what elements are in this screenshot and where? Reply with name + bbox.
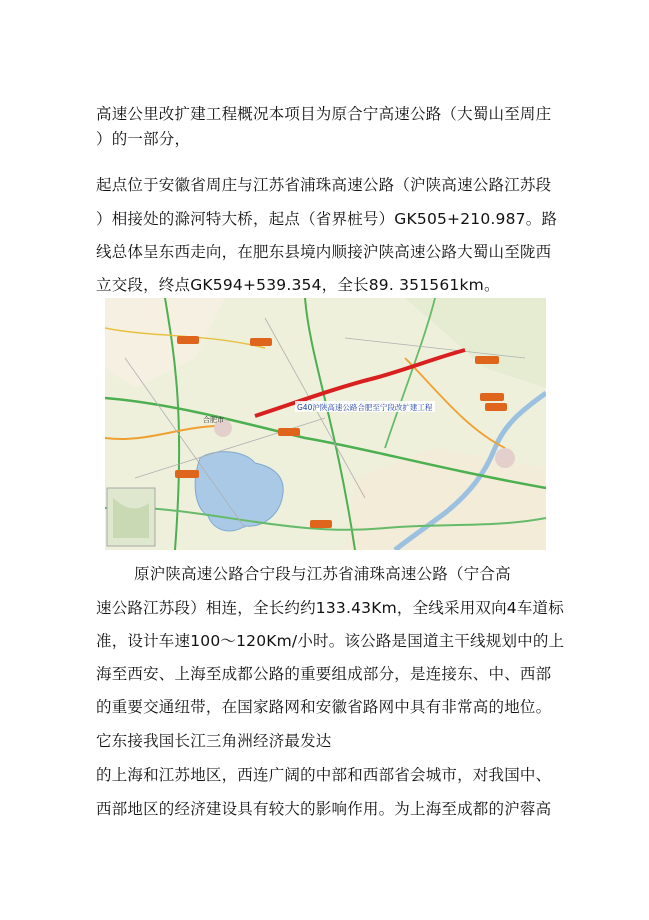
text-line: 的重要交通纽带，在国家路网和安徽省路网中具有非常高的地位。 [96, 698, 552, 716]
text-line: 的上海和江苏地区，西连广阔的中部和西部省会城市，对我国中、 [96, 766, 552, 784]
route-map [105, 298, 546, 550]
text-line: 速公路江苏段）相连，全长约约133.43Km，全线采用双向4车道标 [96, 599, 564, 617]
text-line: 高速公里改扩建工程概况本项目为原合宁高速公路（大蜀山至周庄 [96, 105, 552, 123]
map-label-hefei: 合肥市 [203, 416, 224, 424]
text-line: 起点位于安徽省周庄与江苏省浦珠高速公路（沪陕高速公路江苏段 [96, 176, 552, 194]
text-line: 准，设计车速100～120Km/小时。该公路是国道主干线规划中的上 [96, 632, 565, 650]
text-line: 它东接我国长江三角洲经济最发达 [96, 732, 332, 750]
map-banner-text: G40沪陕高速公路合肥至宁段改扩建工程 [297, 403, 433, 412]
text-line: 海至西安、上海至成都公路的重要组成部分，是连接东、中、西部 [96, 665, 552, 683]
text-line: 线总体呈东西走向，在肥东县境内顺接沪陕高速公路大蜀山至陇西 [96, 243, 552, 261]
text-line: ）相接处的滁河特大桥，起点（省界桩号）GK505+210.987。路 [96, 210, 558, 228]
text-line: 立交段，终点GK594+539.354，全长89. 351561km。 [96, 276, 500, 294]
text-line: 西部地区的经济建设具有较大的影响作用。为上海至成都的沪蓉高 [96, 800, 552, 818]
map-graphic [105, 298, 546, 550]
text-line: 原沪陕高速公路合宁段与江苏省浦珠高速公路（宁合高 [134, 565, 511, 583]
text-line: ）的一部分， [96, 130, 191, 148]
